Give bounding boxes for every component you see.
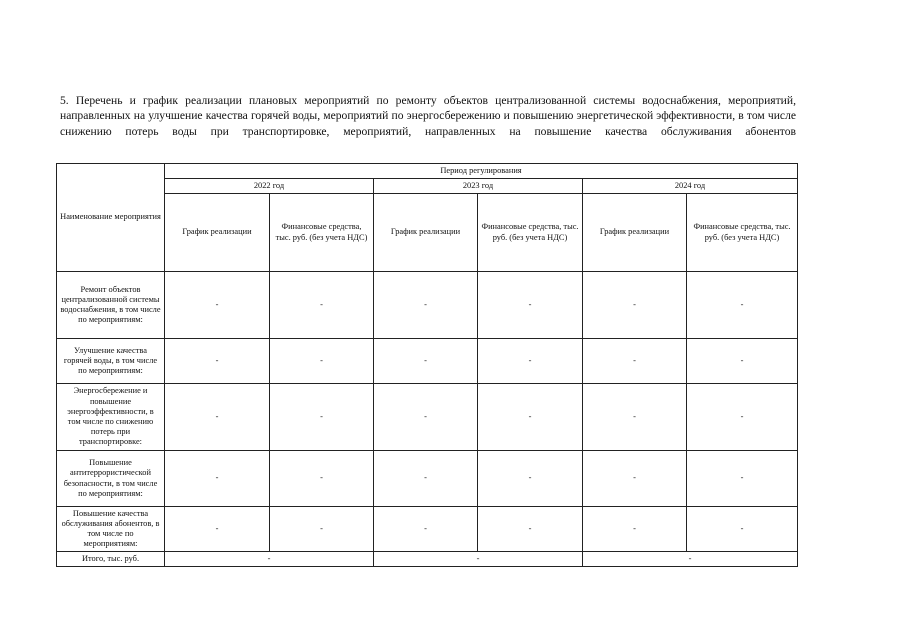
header-finance: Финансовые средства, тыс. руб. (без учета НДС) bbox=[270, 194, 374, 272]
total-label: Итого, тыс. руб. bbox=[57, 552, 165, 567]
table-cell: - bbox=[374, 384, 478, 451]
table-cell: - bbox=[165, 451, 270, 507]
table-cell: - bbox=[687, 384, 798, 451]
section-heading: 5. Перечень и график реализации плановых мероприятий по ремонту объектов централизованной системы водоснабжения, мероприятий, направленных на улучшение качества горячей воды, мероприятий по энергосбережению и повышению энергетической эффективности, в том числе снижению потерь воды при транспортировке, мероприятий, направленных на повышение качества обслуживания абонентов bbox=[60, 94, 796, 138]
table-cell: - bbox=[583, 272, 687, 339]
table-cell: - bbox=[583, 451, 687, 507]
table-row bbox=[57, 272, 798, 339]
header-finance: Финансовые средства, тыс. руб. (без учета НДС) bbox=[478, 194, 583, 272]
total-value: - bbox=[165, 552, 374, 567]
table-cell: - bbox=[165, 272, 270, 339]
table-cell: - bbox=[374, 339, 478, 384]
table-cell: - bbox=[374, 451, 478, 507]
total-row bbox=[57, 552, 798, 567]
table-cell: - bbox=[478, 339, 583, 384]
header-year: 2024 год bbox=[583, 179, 798, 194]
table-cell: - bbox=[270, 339, 374, 384]
table-cell: - bbox=[478, 272, 583, 339]
header-finance: Финансовые средства, тыс. руб. (без учета НДС) bbox=[687, 194, 798, 272]
table-cell: - bbox=[270, 384, 374, 451]
table-cell: - bbox=[165, 339, 270, 384]
row-activity-name: Ремонт объектов централизованной системы водоснабжения, в том числе по мероприятиям: bbox=[57, 272, 165, 339]
table-cell: - bbox=[583, 507, 687, 552]
table-cell: - bbox=[270, 451, 374, 507]
header-year: 2023 год bbox=[374, 179, 583, 194]
table-cell: - bbox=[687, 272, 798, 339]
table-cell: - bbox=[270, 272, 374, 339]
header-schedule: График реализации bbox=[583, 194, 687, 272]
table-cell: - bbox=[687, 339, 798, 384]
header-activity-name: Наименование мероприятия bbox=[57, 164, 165, 272]
table-cell: - bbox=[165, 507, 270, 552]
table-row bbox=[57, 384, 798, 451]
row-activity-name: Улучшение качества горячей воды, в том числе по мероприятиям: bbox=[57, 339, 165, 384]
row-activity-name: Повышение антитеррористической безопасности, в том числе по мероприятиям: bbox=[57, 451, 165, 507]
row-activity-name: Энергосбережение и повышение энергоэффективности, в том числе по снижению потерь при транспортировке: bbox=[57, 384, 165, 451]
table-row bbox=[57, 507, 798, 552]
table-cell: - bbox=[374, 507, 478, 552]
header-schedule: График реализации bbox=[165, 194, 270, 272]
plan-table bbox=[56, 163, 798, 567]
total-value: - bbox=[583, 552, 798, 567]
table-cell: - bbox=[270, 507, 374, 552]
header-schedule: График реализации bbox=[374, 194, 478, 272]
total-value: - bbox=[374, 552, 583, 567]
table-cell: - bbox=[374, 272, 478, 339]
table-row bbox=[57, 339, 798, 384]
table-cell: - bbox=[583, 384, 687, 451]
row-activity-name: Повышение качества обслуживания абонентов, в том числе по мероприятиям: bbox=[57, 507, 165, 552]
table-cell: - bbox=[165, 384, 270, 451]
table-cell: - bbox=[478, 507, 583, 552]
table-cell: - bbox=[478, 451, 583, 507]
table-cell: - bbox=[478, 384, 583, 451]
table-cell: - bbox=[687, 451, 798, 507]
table-cell: - bbox=[583, 339, 687, 384]
header-year: 2022 год bbox=[165, 179, 374, 194]
table-row bbox=[57, 451, 798, 507]
header-period: Период регулирования bbox=[165, 164, 798, 179]
table-cell: - bbox=[687, 507, 798, 552]
